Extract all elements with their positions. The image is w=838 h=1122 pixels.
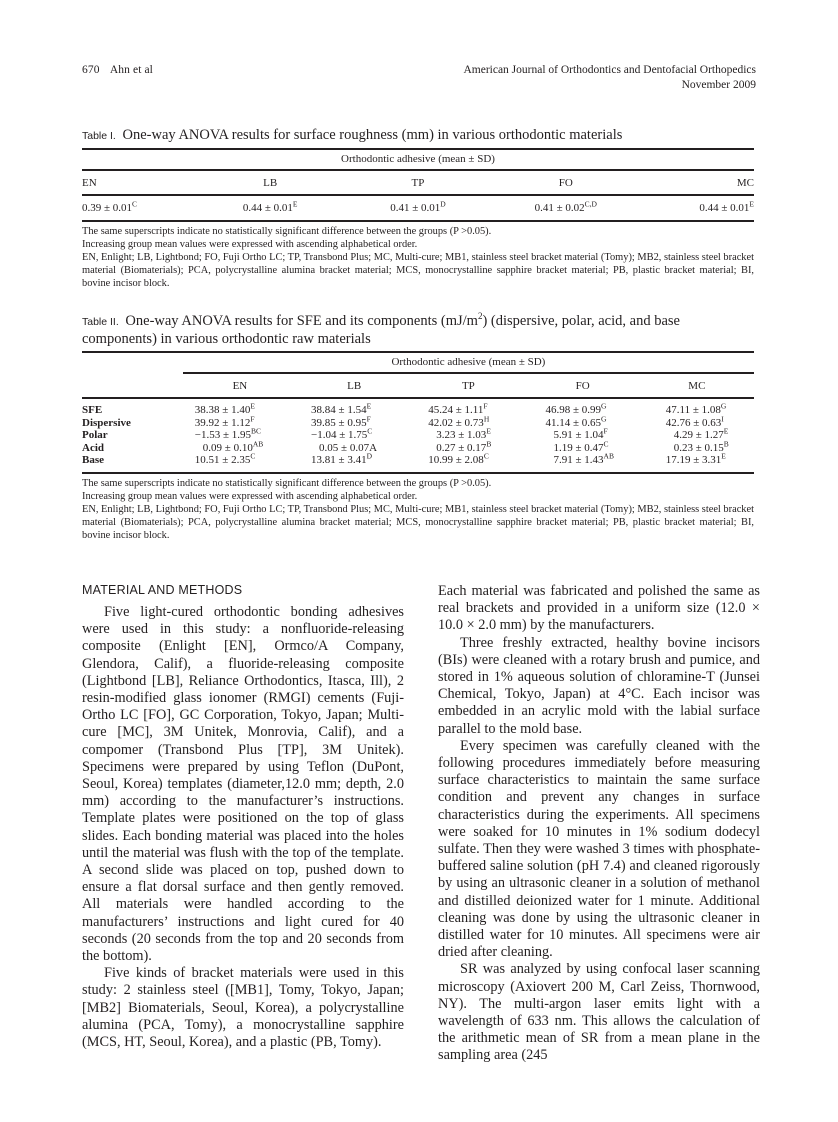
footnote: Increasing group mean values were expressed with ascending alphabetical order. (82, 490, 418, 502)
column-header: EN (183, 373, 297, 398)
column-header: TP (411, 177, 425, 189)
table-cell: $0.27 \pm 0.17^B$ (436, 438, 492, 454)
column-header: MC (640, 373, 754, 398)
table-cell: $0.23 \pm 0.15^B$ (673, 438, 729, 454)
table-cell: $0.39 \pm 0.01^C$ (82, 199, 138, 214)
table-2 (82, 313, 754, 542)
table-2-spanner: Orthodontic adhesive (mean ± SD) (391, 356, 546, 368)
table-cell: $0.09 \pm 0.10^{AB}$ (202, 438, 264, 454)
paragraph: Five light-cured orthodontic bonding adhesives were used in this study: a nonfluoride-releasing composite (Enlight [EN], Ormco/A Company, Glendora, Calif), a fluoride-releasing composite (Lightbond [LB], Reliance Orthodontics, Itasca, Ill), 2 resin-modified glass ionomer (RMGI) cements (Fuji-Ortho LC [FO], GC Corporation, Tokyo, Japan; Multi-cure [MC], 3M Unitek, Monrovia, Calif), and a compomer (Transbond Plus [TP], 3M Unitek). Specimens were prepared by using Teflon (DuPont, Seoul, Korea) templates (diameter,12.0 mm; depth, 2.0 mm) according to the manufacturer’s instructions. Template plates were positioned on the top of glass slides. Each bonding material was placed into the holes until the material was flush with the top of the template. A second slide was placed on top, pushed down to ensure a flat dorsal surface and then gently removed. All materials were handled according to the manufacturers’ instructions and light cured for 40 seconds (20 seconds from the top and 20 seconds from the bottom). (82, 604, 404, 965)
table-row (82, 454, 754, 473)
table-row (82, 398, 754, 417)
table-cell: $0.41 \pm 0.02^{C,D}$ (534, 199, 597, 214)
row-label: SFE (82, 404, 103, 416)
table-cell: $10.51 \pm 2.35^C$ (194, 451, 256, 466)
table-cell: $-1.04 \pm 1.75^C$ (311, 426, 373, 441)
footnote: The same superscripts indicate no statistically significant difference between the groups (P >0.05). (82, 477, 492, 489)
table-cell: $3.23 \pm 1.03^E$ (436, 426, 491, 441)
table-2-label: Table II. (82, 316, 119, 328)
table-row (82, 417, 754, 430)
table-cell: $45.24 \pm 1.11^F$ (428, 401, 488, 416)
paragraph: SR was analyzed by using confocal laser scanning microscopy (Axiovert 200 M, Carl Zeiss, Thornwood, NY). The multi-argon laser emits light with a wavelength of 633 nm. This allows the calculation of the arithmetic mean of SR from a mean plane in the sampling area (245 (438, 961, 760, 1064)
table-cell: $10.99 \pm 2.08^C$ (428, 451, 489, 466)
table-2-caption (82, 313, 754, 348)
running-head (82, 63, 756, 97)
table-cell: $0.44 \pm 0.01^E$ (699, 199, 754, 214)
column-header: EN (82, 177, 97, 189)
section-heading: MATERIAL AND METHODS (82, 583, 243, 597)
table-cell: $0.41 \pm 0.01^D$ (390, 199, 446, 214)
column-header: MC (736, 177, 754, 189)
table-1-caption (82, 127, 754, 145)
table-cell: $38.38 \pm 1.40^E$ (194, 401, 255, 416)
row-label: Base (82, 454, 104, 466)
footnote: Increasing group mean values were expressed with ascending alphabetical order. (82, 239, 418, 250)
footnote: EN, Enlight; LB, Lightbond; FO, Fuji Ortho LC; TP, Transbond Plus; MC, Multi-cure; MB1, stainless steel bracket material (Tomy); MB2, stainless steel bracket material (Biomaterials); PCA, polycrystalline alumina bracket material; MCS, monocrystalline sapphire bracket material; PB, plastic bracket material; BI, bovine incisor block. (82, 503, 754, 541)
paragraph: Five kinds of bracket materials were used in this study: 2 stainless steel ([MB1], Tomy, Tokyo, Japan; [MB2] Biomaterials, Seoul, Korea), a polycrystalline alumina (PCA, Tomy), a monocrystalline sapphire (MCS, HT, Seoul, Korea), and a plastic (PB, Tomy). (82, 965, 404, 1051)
paragraph: Three freshly extracted, healthy bovine incisors (BIs) were cleaned with a rotary brush and pumice, and stored in 1% aqueous solution of chloramine-T (Junsei Chemical, Tokyo, Japan) at 4°C. Each incisor was embedded in an acrylic mold with the labial surface parallel to the mold base. (438, 634, 760, 737)
column-header: TP (411, 373, 525, 398)
table-cell: $46.98 \pm 0.99^G$ (545, 401, 607, 416)
journal-title: American Journal of Orthodontics and Dentofacial Orthopedics (463, 64, 756, 76)
row-label: Acid (82, 441, 104, 454)
author-line: Ahn et al (109, 64, 153, 76)
table-1-title: One-way ANOVA results for surface roughness (mm) in various orthodontic materials (122, 127, 623, 143)
table-cell: $7.91 \pm 1.43^{AB}$ (553, 451, 614, 466)
body-column-right (438, 583, 760, 1065)
table-2-title: One-way ANOVA results for SFE and its components $(mJ/m^2)$ (dispersive, polar, acid, and base components) in various orthodontic raw materials (82, 311, 680, 347)
footnote: The same superscripts indicate no statistically significant difference between the groups (P >0.05). (82, 226, 492, 237)
table-cell: $42.02 \pm 0.73^H$ (428, 413, 490, 429)
table-1-grid (82, 148, 754, 222)
paragraph: Each material was fabricated and polished the same as real brackets and provided in a uniform size (12.0 × 10.0 × 2.0 mm) by the manufacturers. (438, 583, 760, 634)
table-cell: $5.91 \pm 1.04^F$ (553, 426, 608, 441)
table-cell: $47.11 \pm 1.08^G$ (665, 401, 727, 416)
table-1-spanner: Orthodontic adhesive (mean ± SD) (341, 153, 495, 165)
row-label: Polar (82, 429, 108, 441)
table-row (82, 195, 754, 221)
table-cell: $17.19 \pm 3.31^E$ (665, 451, 726, 466)
column-header: FO (558, 177, 573, 189)
issue-date: November 2009 (681, 79, 756, 91)
table-1-label: Table I. (82, 130, 116, 142)
table-cell: $42.76 \pm 0.63^I$ (665, 413, 724, 429)
running-head-right (463, 63, 756, 93)
table-cell: $0.44 \pm 0.01^E$ (242, 199, 298, 214)
paragraph: Every specimen was carefully cleaned with the following procedures immediately before measuring surface characteristics to maintain the same surface condition and prevent any changes in surface characteristics during the experiments. All specimens were soaked for 10 minutes in 1% sodium dodecyl sulfate. Then they were washed 3 times with phosphate-buffered saline solution (pH 7.4) and cleaned rigorously by using an ultrasonic cleaner in a solution of methanol and distilled deionized water for 1 minute. Additional cleaning was done by using the ultrasonic cleaner in distilled water for 10 minutes. All specimens were air dried after cleaning. (438, 737, 760, 961)
table-cell: $41.14 \pm 0.65^G$ (545, 413, 607, 429)
table-cell: $38.84 \pm 1.54^E$ (311, 401, 372, 416)
table-cell: $13.81 \pm 3.41^D$ (311, 451, 372, 466)
table-cell: $-1.53 \pm 1.95^{BC}$ (194, 426, 262, 441)
footnote: EN, Enlight; LB, Lightbond; FO, Fuji Ortho LC; TP, Transbond Plus; MC, Multi-cure; MB1, stainless steel bracket material (Tomy); MB2, stainless steel bracket material (Biomaterials); PCA, polycrystalline alumina bracket material; MCS, monocrystalline sapphire bracket material; PB, plastic bracket material; BI, bovine incisor block. (82, 252, 754, 289)
column-header: LB (297, 373, 411, 398)
column-header: FO (526, 373, 640, 398)
column-header: LB (263, 177, 278, 189)
table-cell: $39.92 \pm 1.12^F$ (194, 413, 255, 429)
row-label: Dispersive (82, 416, 131, 429)
body-column-left (82, 583, 404, 1051)
table-1 (82, 127, 754, 290)
table-row (82, 429, 754, 442)
running-head-left (82, 63, 153, 78)
table-row (82, 442, 754, 455)
table-cell: $4.29 \pm 1.27^E$ (673, 426, 729, 441)
table-cell: $1.19 \pm 0.47^C$ (553, 438, 609, 454)
table-cell: 0.05 ± 0.07A (319, 441, 378, 454)
table-2-grid (82, 351, 754, 474)
page-number: 670 (82, 64, 100, 76)
table-2-footnotes (82, 477, 754, 542)
table-cell: $39.85 \pm 0.95^F$ (311, 413, 371, 429)
table-1-footnotes (82, 225, 754, 290)
